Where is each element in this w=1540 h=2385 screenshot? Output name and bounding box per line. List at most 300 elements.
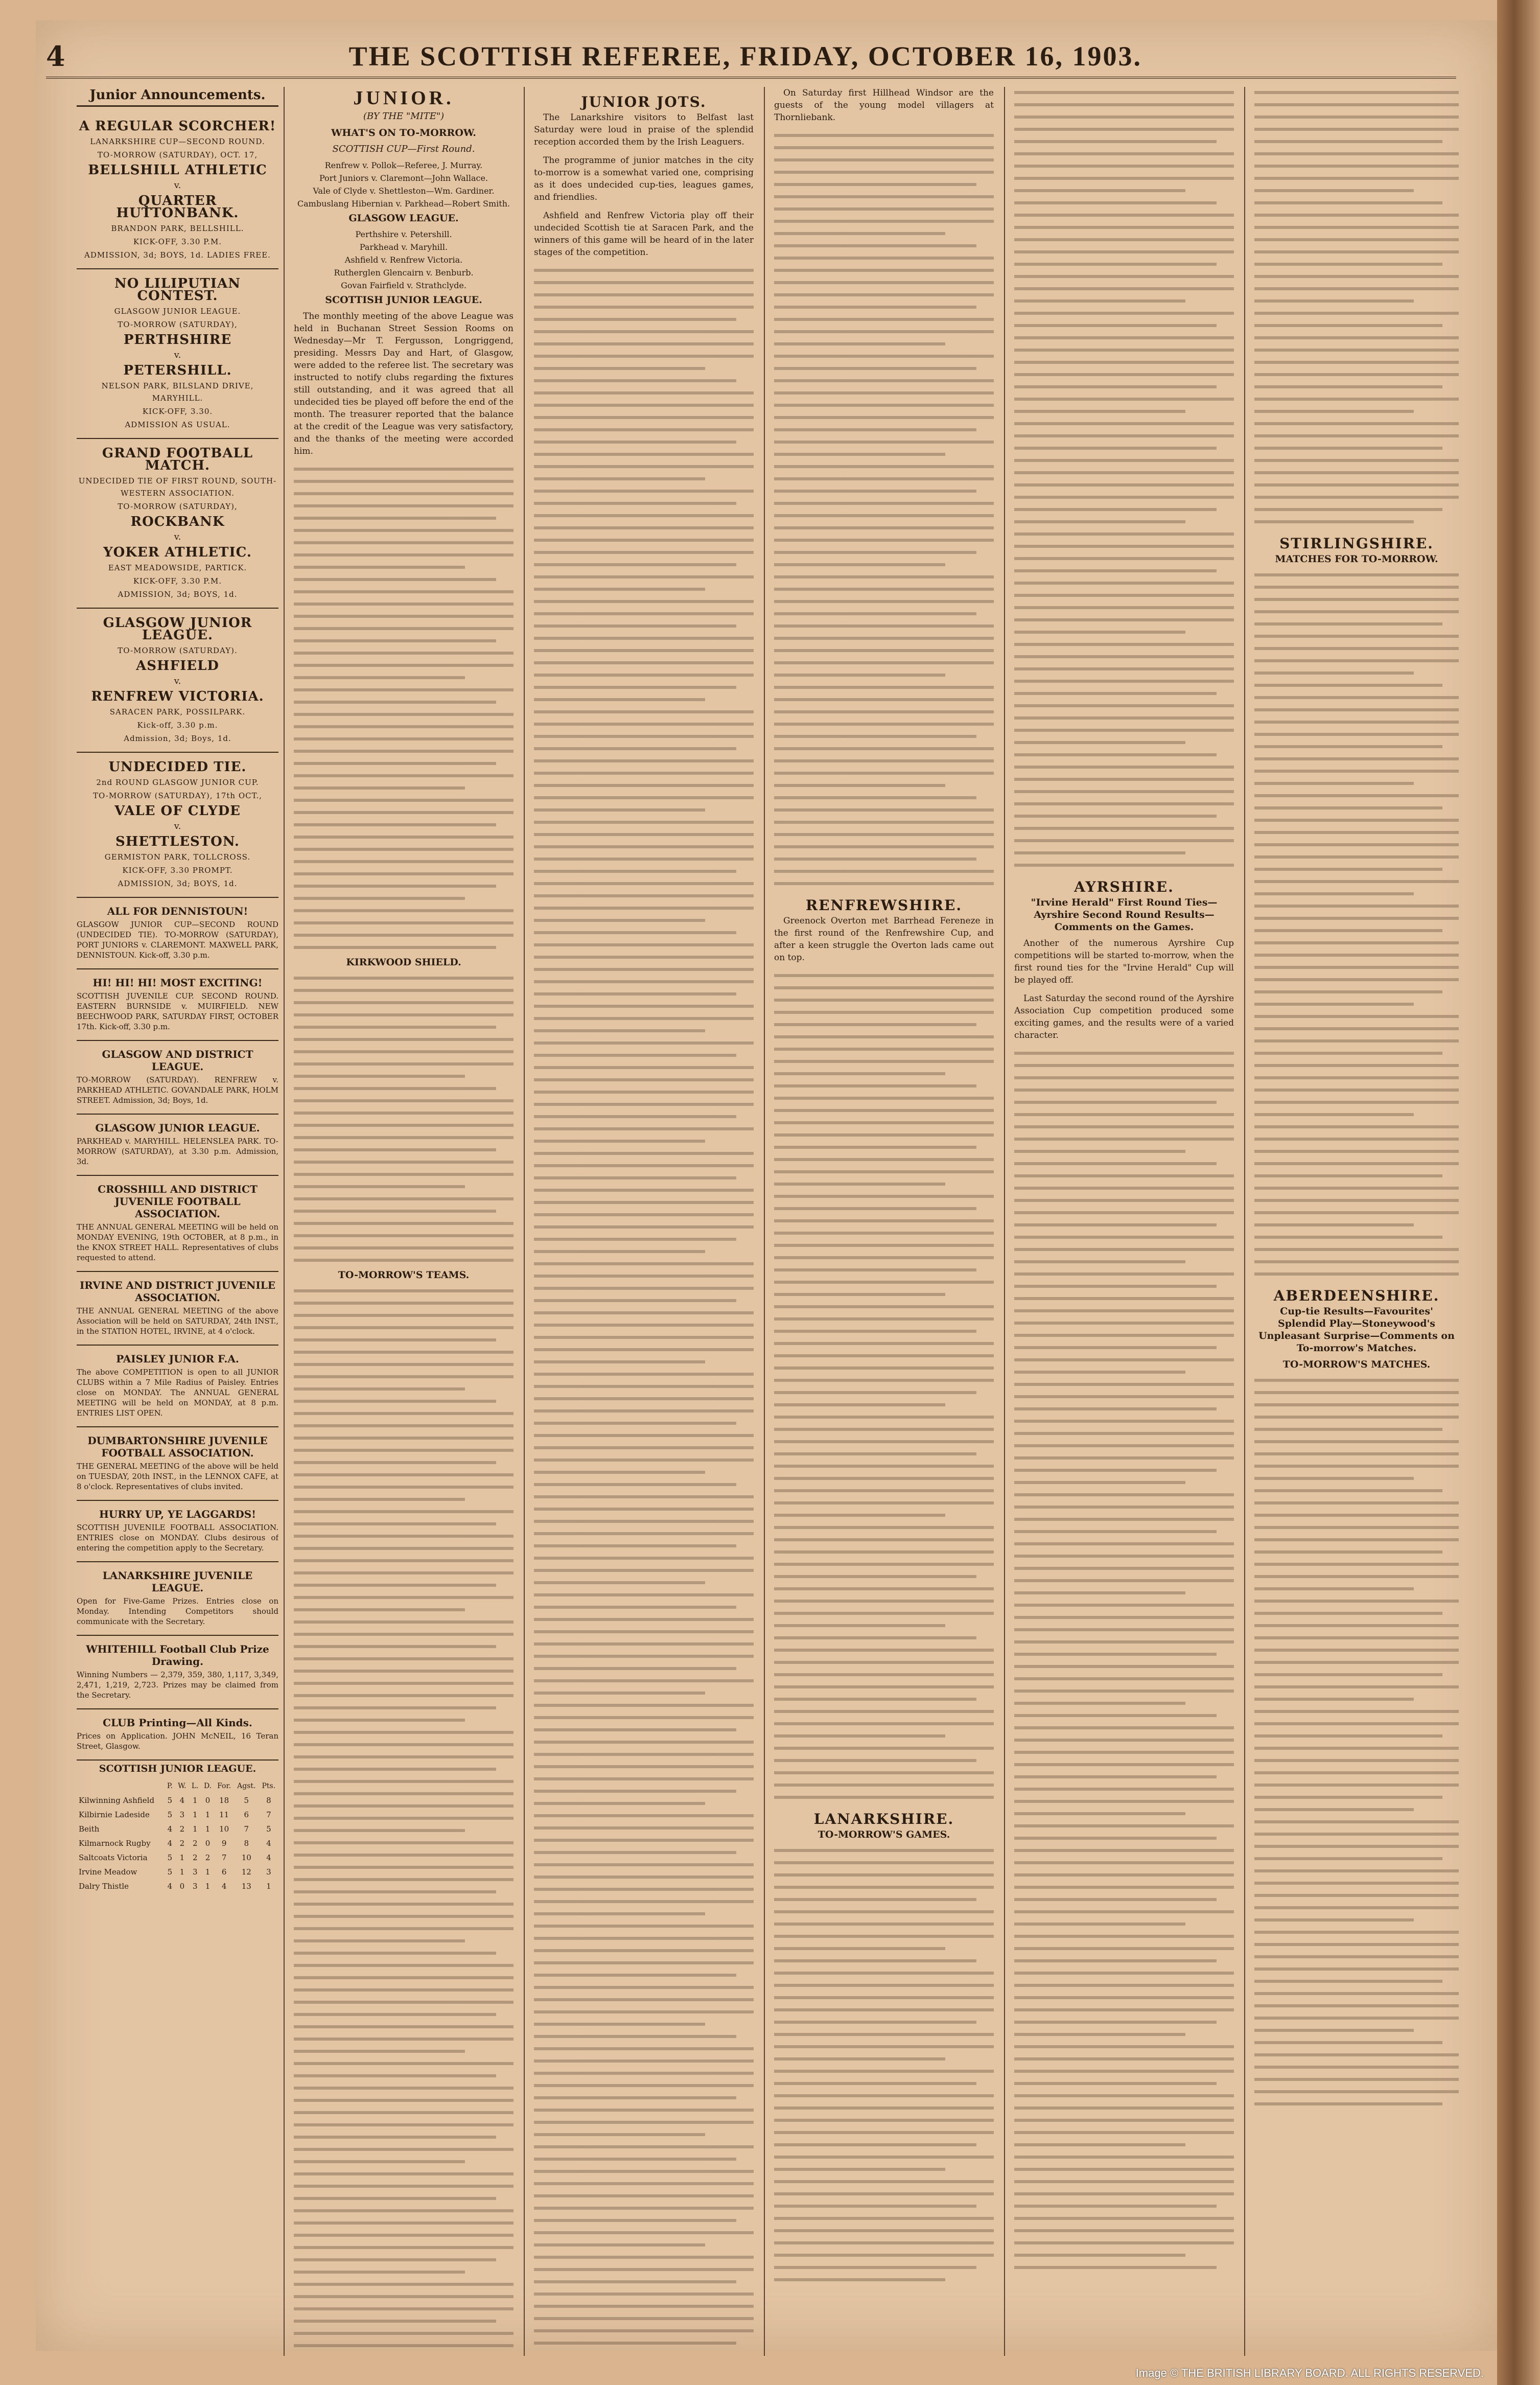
text-line — [774, 657, 994, 669]
text-line — [534, 2019, 705, 2031]
text-line — [534, 2301, 754, 2313]
text-line — [1254, 569, 1459, 582]
text-line — [1014, 1133, 1234, 1146]
text-line — [774, 1105, 994, 1117]
text-line — [294, 1432, 514, 1445]
text-line — [1254, 197, 1442, 210]
table-cell: 8 — [266, 1796, 271, 1805]
advert-title: CLUB Printing—All Kinds. — [103, 1717, 252, 1729]
text-line — [294, 1813, 514, 1825]
text-line — [774, 1252, 994, 1264]
text-line — [774, 2078, 976, 2090]
text-line — [1254, 2098, 1442, 2111]
table-cell: 5 — [167, 1853, 173, 1862]
text-line — [534, 2092, 736, 2104]
text-line — [534, 988, 736, 1001]
advert-title: CROSSHILL AND DISTRICT JUVENILE FOOTBALL ASSOCIATION. — [98, 1183, 258, 1220]
text-line — [534, 1933, 754, 1945]
text-line — [534, 1111, 736, 1123]
advert-kickoff: KICK-OFF, 3.30 P.M. — [133, 237, 222, 246]
table-cell: 5 — [244, 1796, 249, 1805]
text-line — [534, 1884, 754, 1896]
column-rule — [284, 87, 285, 2356]
text-line — [534, 1319, 754, 1332]
text-line — [534, 498, 736, 510]
text-line — [1014, 1685, 1234, 1698]
text-line — [774, 620, 994, 633]
text-line — [774, 2102, 994, 2115]
text-line — [534, 1381, 754, 1393]
text-line — [534, 976, 754, 988]
text-line — [1254, 136, 1442, 148]
text-line — [774, 743, 994, 755]
small-advert — [77, 1501, 278, 1562]
text-line — [774, 1681, 994, 1694]
text-line — [774, 436, 994, 449]
small-advert — [77, 1562, 278, 1636]
text-line — [1254, 1632, 1459, 1645]
table-cell: 6 — [244, 1810, 249, 1819]
text-line — [294, 1285, 514, 1298]
text-line — [1254, 1706, 1459, 1718]
text-line — [534, 1136, 705, 1148]
fixture: Perthshire v. Petershill. — [355, 229, 452, 239]
text-line — [294, 1727, 514, 1739]
advert-body: THE ANNUAL GENERAL MEETING will be held on MONDAY EVENING, 19th OCTOBER, at 8 p.m., in the KNOX STREET HALL. Representatives of clubs requested to attend. — [77, 1222, 278, 1262]
text-line — [534, 2154, 736, 2166]
advert-line: TO-MORROW (SATURDAY), — [118, 502, 238, 511]
text-line — [1014, 1600, 1234, 1612]
text-line — [294, 2156, 465, 2168]
text-line — [1014, 1219, 1217, 1232]
article-paragraph: Ashfield and Renfrew Victoria play off their undecided Scottish tie at Saracen Park, and the winners of this game will be heard of in the later stages of the competition. — [534, 211, 754, 258]
text-line — [534, 1479, 736, 1491]
text-line — [1014, 798, 1234, 811]
text-line — [1254, 1109, 1414, 1121]
table-cell: 2 — [179, 1839, 185, 1848]
text-line — [534, 2031, 736, 2043]
text-line — [1014, 1317, 1234, 1330]
text-line — [294, 1218, 514, 1230]
text-line — [774, 780, 945, 792]
text-line — [294, 1156, 514, 1169]
text-line — [774, 252, 994, 265]
text-line — [774, 706, 994, 719]
text-line — [1014, 369, 1234, 381]
text-line — [294, 1144, 496, 1156]
text-line — [294, 868, 514, 881]
text-line — [1254, 2012, 1459, 2025]
text-line — [534, 387, 754, 400]
text-line — [774, 2274, 945, 2286]
text-line — [774, 2225, 994, 2237]
text-line — [1014, 344, 1234, 357]
text-line — [534, 1994, 754, 2006]
text-line — [294, 1739, 514, 1751]
text-line — [1014, 2017, 1217, 2029]
text-line — [1014, 811, 1217, 823]
text-line — [1014, 2127, 1234, 2139]
text-line — [1014, 516, 1185, 528]
text-line — [774, 351, 994, 363]
table-cell: 2 — [205, 1853, 211, 1862]
text-line — [774, 1056, 994, 1068]
text-line — [1254, 1485, 1442, 1497]
subheading: "Irvine Herald" First Round Ties—Ayrshire Second Round Results—Comments on the Games. — [1031, 897, 1218, 933]
text-line — [774, 1497, 994, 1510]
text-line — [1254, 680, 1442, 692]
text-line — [1014, 1980, 1234, 1992]
text-line — [1254, 332, 1459, 344]
text-line — [774, 1289, 945, 1301]
fixture: Vale of Clyde v. Shettleston—Wm. Gardiner. — [313, 186, 495, 196]
text-line — [1254, 741, 1442, 753]
fixture: Rutherglen Glencairn v. Benburb. — [334, 268, 474, 277]
section-heading: JUNIOR. — [353, 87, 454, 109]
table-header: For. — [217, 1782, 231, 1790]
text-line — [294, 2119, 514, 2132]
text-line — [534, 338, 754, 351]
text-line — [294, 1083, 496, 1095]
text-line — [294, 770, 514, 782]
text-line — [774, 1142, 976, 1154]
text-line — [294, 598, 514, 611]
text-line — [534, 853, 754, 866]
text-line — [1254, 1436, 1459, 1448]
text-line — [534, 841, 754, 853]
text-line — [774, 547, 976, 559]
subheading: SCOTTISH CUP—First Round. — [332, 144, 475, 154]
text-line — [294, 2107, 514, 2119]
advert-title: A REGULAR SCORCHER! — [79, 119, 276, 134]
text-line — [774, 1154, 994, 1166]
text-line — [294, 1046, 514, 1058]
text-line — [534, 829, 754, 841]
text-line — [1014, 1146, 1185, 1158]
text-line — [774, 240, 976, 252]
text-line — [1014, 2066, 1234, 2078]
text-line — [294, 1206, 496, 1218]
text-line — [774, 485, 976, 498]
text-line — [1014, 1293, 1234, 1305]
advert-admission: ADMISSION AS USUAL. — [125, 420, 230, 429]
text-line — [774, 449, 945, 461]
text-line — [1014, 2250, 1185, 2262]
text-line — [774, 1669, 994, 1681]
advert-title: GLASGOW JUNIOR LEAGUE. — [103, 615, 252, 643]
text-line — [1254, 1183, 1459, 1195]
text-line — [1014, 1538, 1234, 1550]
text-line — [534, 1920, 754, 1933]
text-line — [1014, 234, 1234, 246]
advert-team: QUARTER HUTTONBANK. — [116, 193, 239, 221]
text-line — [1014, 1931, 1234, 1943]
text-line — [1014, 1747, 1234, 1759]
text-line — [294, 1445, 514, 1457]
text-line — [1254, 876, 1459, 888]
text-line — [534, 817, 754, 829]
text-line — [774, 1706, 994, 1718]
text-line — [774, 1906, 994, 1918]
text-line — [1014, 1587, 1185, 1600]
text-line — [774, 1645, 994, 1657]
text-line — [534, 2117, 754, 2129]
text-line — [1014, 651, 1234, 663]
text-line — [1014, 418, 1234, 430]
text-line — [774, 1869, 994, 1882]
text-line — [1254, 1694, 1414, 1706]
subheading: SCOTTISH JUNIOR LEAGUE. — [325, 294, 482, 306]
text-line — [1254, 655, 1459, 667]
text-line — [1014, 2262, 1217, 2274]
text-line — [1014, 1550, 1234, 1563]
advert-body: SCOTTISH JUVENILE CUP. SECOND ROUND. EASTERN BURNSIDE v. MUIRFIELD. NEW BEECHWOOD PARK, SATURDAY FIRST, OCTOBER 17th. Kick-off, 3.30 p.m. — [77, 991, 278, 1031]
table-cell: 18 — [219, 1796, 229, 1805]
small-advert — [77, 1272, 278, 1346]
text-line — [534, 351, 754, 363]
text-line — [534, 571, 754, 584]
fixture: Parkhead v. Maryhill. — [359, 242, 448, 252]
text-line — [534, 1270, 754, 1283]
text-line — [774, 755, 994, 768]
text-line — [1254, 766, 1459, 778]
advert-body: SCOTTISH JUVENILE FOOTBALL ASSOCIATION. ENTRIES close on MONDAY. Clubs desirous of entering the competition apply to the Secretary. — [77, 1523, 278, 1553]
text-line — [534, 1025, 705, 1037]
text-line — [534, 719, 754, 731]
text-line — [534, 436, 736, 449]
text-line — [774, 1240, 994, 1252]
advert-team: PETERSHILL. — [123, 363, 232, 378]
text-line — [774, 510, 994, 522]
text-line — [1254, 418, 1459, 430]
table-cell: 10 — [219, 1824, 229, 1834]
text-line — [1014, 308, 1234, 320]
section-heading: STIRLINGSHIRE. — [1279, 535, 1434, 552]
text-line — [534, 1835, 754, 1847]
text-line — [534, 1712, 754, 1724]
text-line — [1014, 639, 1234, 651]
text-line — [534, 669, 754, 682]
text-line — [774, 1546, 994, 1559]
text-line — [774, 1313, 994, 1326]
table-header: P. — [167, 1782, 173, 1790]
text-line — [534, 1491, 754, 1503]
text-line — [294, 2168, 514, 2181]
text-line — [1254, 864, 1442, 876]
advert-ground: BRANDON PARK, BELLSHILL. — [111, 224, 244, 233]
advert-body: The above COMPETITION is open to all JUNIOR CLUBS within a 7 Mile Radius of Paisley. Entries close on MONDAY. The ANNUAL GENERAL MEETING will be held on MONDAY, at 8 p.m. ENTRIES LIST OPEN. — [77, 1368, 278, 1418]
text-line — [534, 633, 754, 645]
text-line — [294, 1457, 496, 1469]
text-line — [294, 758, 496, 770]
text-line — [1014, 860, 1234, 872]
text-line — [774, 994, 994, 1007]
text-line — [1254, 1583, 1414, 1595]
text-line — [1014, 1869, 1234, 1882]
text-line — [1254, 925, 1442, 937]
text-line — [1014, 1452, 1234, 1465]
text-line — [1014, 1612, 1234, 1624]
text-line — [1254, 1195, 1459, 1207]
text-line — [774, 130, 994, 142]
text-line — [1014, 1722, 1234, 1734]
text-line — [774, 2066, 994, 2078]
text-line — [534, 1589, 754, 1602]
text-line — [1014, 1857, 1234, 1869]
table-header: Agst. — [237, 1782, 256, 1790]
text-line — [1014, 1465, 1217, 1477]
text-line — [534, 768, 754, 780]
text-line — [534, 1553, 754, 1565]
text-line — [294, 672, 465, 684]
text-line — [774, 596, 994, 608]
text-line — [534, 1896, 754, 1908]
text-line — [774, 1608, 994, 1620]
text-line — [1254, 1681, 1459, 1694]
advert-body: GLASGOW JUNIOR CUP—SECOND ROUND (UNDECIDED TIE). TO-MORROW (SATURDAY), PORT JUNIORS v. CLAREMONT. MAXWELL PARK, DENNISTOUN. Kick-off, 3.30 p.m. — [77, 920, 278, 960]
small-advert — [77, 1636, 278, 1709]
text-line — [294, 807, 514, 819]
text-line — [774, 694, 994, 706]
text-line — [1014, 197, 1217, 210]
text-line — [1254, 2049, 1459, 2062]
text-line — [534, 510, 754, 522]
table-cell: Saltcoats Victoria — [79, 1853, 148, 1862]
text-line — [1254, 2062, 1459, 2074]
text-line — [534, 1687, 705, 1700]
text-line — [534, 2166, 754, 2178]
text-line — [1254, 295, 1414, 308]
text-line — [294, 623, 514, 635]
text-line — [294, 562, 465, 574]
text-line — [1254, 222, 1459, 234]
text-line — [534, 780, 754, 792]
text-line — [1254, 467, 1459, 479]
text-line — [534, 1172, 736, 1185]
text-line — [1014, 786, 1234, 798]
subheading: TO-MORROW'S TEAMS. — [338, 1269, 470, 1281]
text-line — [534, 1074, 754, 1086]
text-line — [1254, 393, 1459, 406]
text-line — [294, 893, 465, 905]
text-line — [294, 1494, 465, 1506]
text-line — [534, 2141, 754, 2154]
text-line — [1254, 1072, 1459, 1084]
text-line — [774, 1436, 994, 1448]
text-line — [294, 1935, 465, 1948]
text-line — [1254, 1976, 1442, 1988]
text-line — [1254, 1853, 1442, 1865]
text-line — [1014, 1268, 1234, 1281]
text-line — [534, 375, 736, 387]
text-line — [294, 1034, 514, 1046]
text-line — [1014, 1403, 1217, 1416]
text-line — [534, 2068, 754, 2080]
text-line — [1014, 1367, 1185, 1379]
text-line — [294, 1665, 514, 1678]
text-line — [294, 1764, 496, 1776]
text-line — [774, 1424, 994, 1436]
text-line — [1014, 455, 1234, 467]
text-line — [774, 817, 994, 829]
section-heading: AYRSHIRE. — [1074, 878, 1174, 895]
table-cell: 3 — [193, 1882, 198, 1891]
text-line — [774, 2139, 976, 2151]
text-line — [1254, 1510, 1459, 1522]
newspaper-title: THE SCOTTISH REFEREE, FRIDAY, OCTOBER 16, 1903. — [348, 41, 1142, 72]
text-line — [534, 2325, 754, 2337]
text-line — [1014, 1526, 1217, 1538]
text-line — [294, 856, 514, 868]
text-line — [534, 952, 754, 964]
text-line — [1014, 295, 1185, 308]
text-line — [1014, 2164, 1234, 2176]
text-line — [534, 1908, 705, 1920]
section-heading: LANARKSHIRE. — [813, 1811, 954, 1827]
text-line — [534, 314, 736, 326]
text-line — [774, 277, 994, 289]
table-cell: 1 — [205, 1882, 211, 1891]
text-line — [534, 289, 754, 302]
text-line — [774, 1632, 976, 1645]
text-line — [774, 1338, 994, 1350]
text-line — [774, 400, 994, 412]
text-line — [534, 1369, 754, 1381]
text-line — [1014, 1906, 1234, 1918]
text-line — [1254, 1816, 1459, 1828]
text-line — [1254, 1571, 1459, 1583]
text-line — [1014, 2090, 1234, 2102]
text-line — [774, 633, 994, 645]
text-line — [534, 1761, 754, 1773]
text-line — [1254, 1804, 1414, 1816]
text-line — [1014, 1305, 1234, 1317]
small-advert — [77, 898, 278, 969]
advert-body: THE ANNUAL GENERAL MEETING of the above Association will be held on SATURDAY, 24th INST., in the STATION HOTEL, IRVINE, at 4 o'clock. — [77, 1306, 278, 1336]
text-line — [534, 1970, 736, 1982]
text-line — [1014, 1698, 1185, 1710]
article-paragraph: Greenock Overton met Barrhead Fereneze in the first round of the Renfrewshire Cup, and after a keen struggle the Overton lads came out on top. — [774, 916, 994, 963]
section-heading: RENFREWSHIRE. — [805, 897, 963, 914]
text-line — [294, 1009, 514, 1022]
text-line — [774, 535, 994, 547]
text-line — [1014, 688, 1217, 700]
copyright-watermark: Image © THE BRITISH LIBRARY BOARD. ALL RIGHTS RESERVED. — [1135, 2367, 1484, 2379]
text-line — [774, 2250, 994, 2262]
text-line — [534, 1221, 754, 1234]
advert-admission: ADMISSION, 3d; BOYS, 1d. — [118, 590, 238, 599]
text-line — [1254, 1559, 1459, 1571]
text-line — [774, 559, 945, 571]
text-line — [294, 2340, 514, 2352]
text-line — [774, 1767, 994, 1779]
text-line — [1254, 839, 1459, 851]
text-line — [534, 927, 736, 939]
fixture: Govan Fairfield v. Strathclyde. — [341, 281, 466, 290]
text-line — [294, 1567, 514, 1580]
text-line — [534, 1234, 736, 1246]
table-header: D. — [203, 1782, 212, 1790]
table-cell: 0 — [205, 1796, 211, 1805]
table-header: L. — [191, 1782, 199, 1790]
text-line — [1014, 1330, 1234, 1342]
article-paragraph: The monthly meeting of the above League was held in Buchanan Street Session Rooms on Wednesday—Mr T. Fergusson, Longriggend, presiding. Messrs Day and Hart, of Glasgow, were added to the referee list. The secretary was instructed to notify clubs regarding the fixtures still outstanding, and it was agreed that all undecided ties be played off before the end of the month. The treasurer reported that the balance at the credit of the League was very satisfactory, and the thanks of the meeting were accorded him. — [294, 311, 514, 456]
text-line — [534, 559, 736, 571]
text-line — [294, 1555, 514, 1567]
text-line — [1254, 1767, 1459, 1779]
text-line — [1014, 1489, 1234, 1501]
text-line — [1014, 847, 1185, 860]
